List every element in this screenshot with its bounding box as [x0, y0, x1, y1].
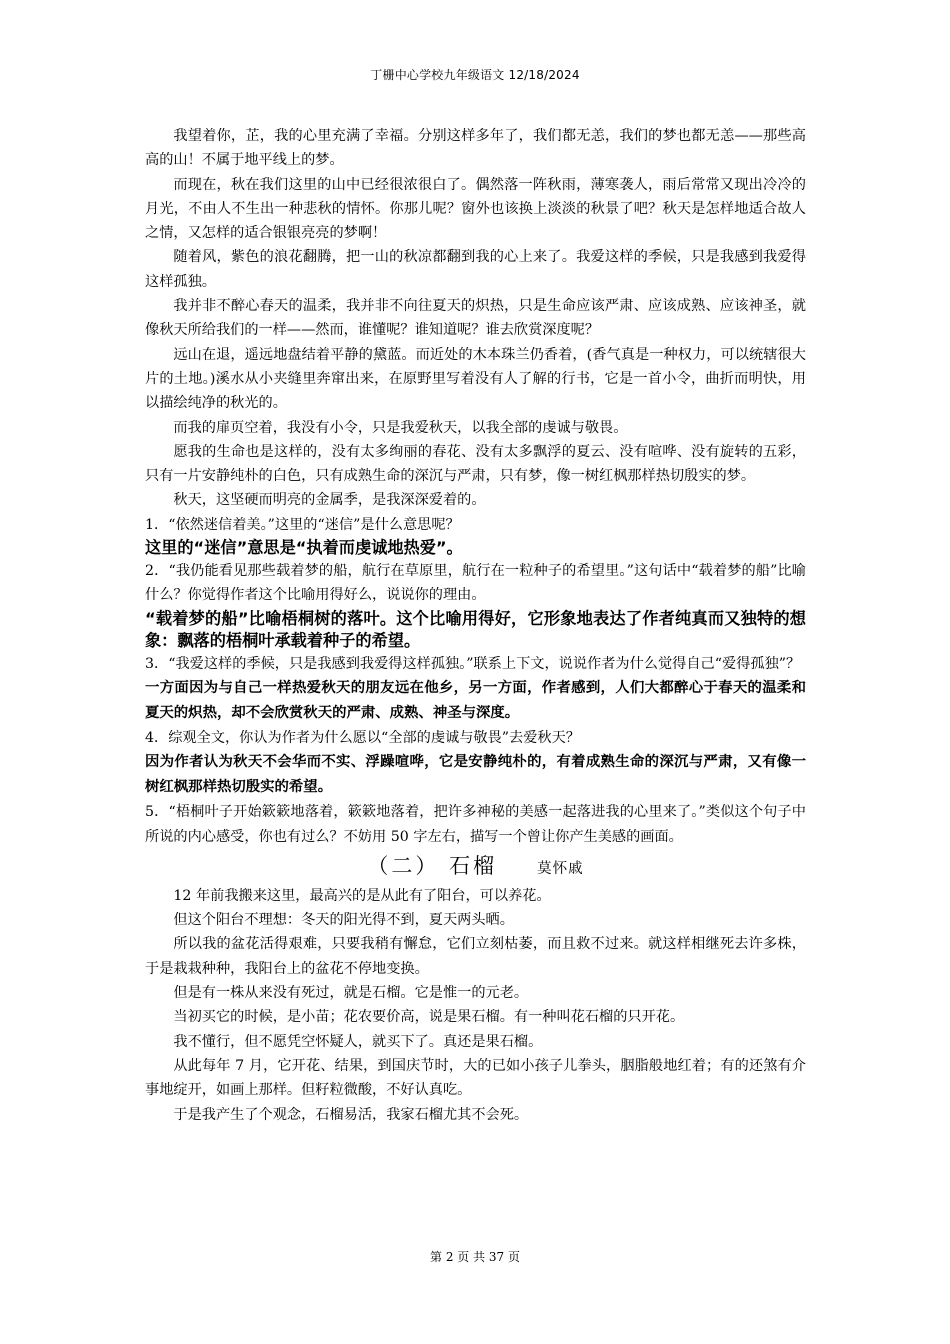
question-1: 1．“依然迷信着美。”这里的“迷信”是什么意思呢？ [145, 516, 460, 533]
paragraph: 12 年前我搬来这里，最高兴的是从此有了阳台，可以养花。 [173, 887, 551, 904]
passage-autumn [145, 124, 806, 513]
section-title [145, 851, 806, 884]
question-4: 4．综观全文，你认为作者为什么愿以“全部的虔诚与敬畏”去爱秋天？ [145, 729, 580, 746]
paragraph: 但是有一株从来没有死过，就是石榴。它是惟一的元老。 [173, 985, 529, 1002]
answer-1: 这里的“迷信”意思是“执着而虔诚地热爱”。 [145, 538, 463, 558]
section-heading: （二） 石榴 [367, 853, 498, 878]
paragraph: 于是我产生了个观念，石榴易活，我家石榴尤其不会死。 [173, 1106, 529, 1123]
answer-3: 一方面因为与自己一样热爱秋天的朋友远在他乡，另一方面，作者感到，人们大都醉心于春天的温柔和夏天的炽热，却不会欣赏秋天的严肃、成熟、神圣与深度。 [145, 679, 806, 721]
page-footer: 第 2 页 共 37 页 [430, 1250, 520, 1264]
paragraph: 当初买它的时候，是小苗；花农要价高，说是果石榴。有一种叫花石榴的只开花。 [173, 1009, 685, 1026]
paragraph: 我并非不醉心春天的温柔，我并非不向往夏天的炽热，只是生命应该严肃、应该成熟、应该神圣，就像秋天所给我们的一样——然而，谁懂呢？谁知道呢？谁去欣赏深度呢？ [145, 298, 806, 339]
paragraph: 从此每年 7 月，它开花、结果，到国庆节时，大的已如小孩子儿拳头，胭脂般地红着；有的还煞有介事地绽开，如画上那样。但籽粒微酸，不好认真吃。 [145, 1057, 806, 1099]
page-header: 丁栅中心学校九年级语文 12/18/2024 [370, 68, 580, 82]
paragraph: 但这个阳台不理想：冬天的阳光得不到，夏天两头晒。 [173, 912, 514, 929]
answer-2: “载着梦的船”比喻梧桐树的落叶。这个比喻用得好，它形象地表达了作者纯真而又独特的想象：飘落的梧桐叶承载着种子的希望。 [145, 608, 806, 650]
paragraph: 我望着你，芷，我的心里充满了幸福。分别这样多年了，我们都无恙，我们的梦也都无恙——那些高高的山！不属于地平线上的梦。 [145, 128, 806, 169]
question-5: 5．“梧桐叶子开始簌簌地落着，簌簌地落着，把许多神秘的美感一起落进我的心里来了。”类似这个句子中所说的内心感受，你也有过么？不妨用 50 字左右，描写一个曾让你产生美感的画面。 [145, 804, 806, 845]
paragraph: 而我的扉页空着，我没有小令，只是我爱秋天，以我全部的虔诚与敬畏。 [173, 419, 628, 436]
question-list [145, 513, 806, 849]
paragraph: 远山在退，遥远地盘结着平静的黛蓝。而近处的木本珠兰仍香着，(香气真是一种权力，可以统辖很大片的土地。)溪水从小夹缝里奔窜出来，在原野里写着没有人了解的行书，它是一首小令，曲折而明快，用以描绘纯净的秋光的。 [145, 346, 806, 412]
paragraph: 秋天，这坚硬而明亮的金属季，是我深深爱着的。 [173, 492, 486, 509]
paragraph: 而现在，秋在我们这里的山中已经很浓很白了。偶然落一阵秋雨，薄寒袭人，雨后常常又现出冷冷的月光，不由人不生出一种悲秋的情怀。你那儿呢？窗外也该换上淡淡的秋景了吧？秋天是怎样地适合故人之情，又怎样的适合银银亮亮的梦啊！ [145, 176, 806, 242]
paragraph: 我不懂行，但不愿凭空怀疑人，就买下了。真还是果石榴。 [173, 1033, 543, 1050]
answer-4: 因为作者认为秋天不会华而不实、浮躁喧哗，它是安静纯朴的，有着成熟生命的深沉与严肃，又有像一树红枫那样热切殷实的希望。 [145, 754, 806, 796]
paragraph: 随着风，紫色的浪花翻腾，把一山的秋凉都翻到我的心上来了。我爱这样的季候，只是我感到我爱得这样孤独。 [145, 249, 806, 290]
paragraph: 所以我的盆花活得艰难，只要我稍有懈怠，它们立刻枯萎，而且救不过来。就这样相继死去许多株，于是栽栽种种，我阳台上的盆花不停地变换。 [145, 936, 806, 977]
passage-pomegranate [145, 884, 806, 1127]
section-author: 莫怀戚 [537, 860, 584, 877]
paragraph: 愿我的生命也是这样的，没有太多绚丽的春花、没有太多飘浮的夏云、没有喧哗、没有旋转的五彩，只有一片安静纯朴的白色，只有成熟生命的深沉与严肃，只有梦，像一树红枫那样热切殷实的梦。 [145, 443, 806, 485]
question-2: 2．“我仍能看见那些载着梦的船，航行在草原里，航行在一粒种子的希望里。”这句话中“载着梦的船”比喻什么？你觉得作者这个比喻用得好么，说说你的理由。 [145, 563, 806, 604]
question-3: 3．“我爱这样的季候，只是我感到我爱得这样孤独。”联系上下文，说说作者为什么觉得自己“爱得孤独”？ [145, 655, 801, 672]
page-content [145, 124, 806, 1127]
